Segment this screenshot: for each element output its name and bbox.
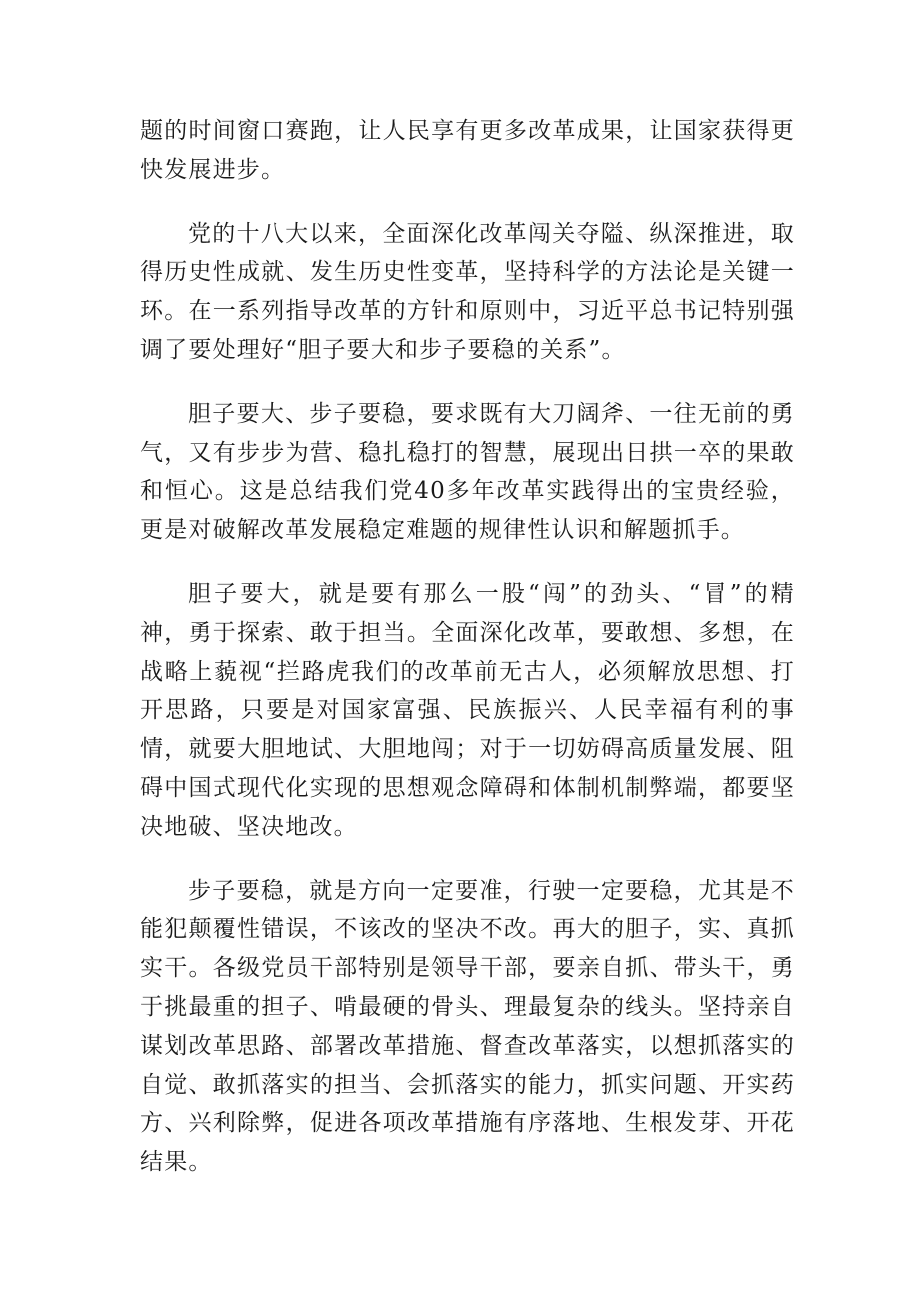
paragraph-4: 胆子要大，就是要有那么一股“闯”的劲头、“冒”的精神，勇于探索、敢于担当。全面深化改革，要敢想、多想，在战略上藐视“拦路虎我们的改革前无古人，必须解放思想、打开思路，只要是对国家富强、民族振兴、人民幸福有利的事情，就要大胆地试、大胆地闯；对于一切妨碍高质量发展、阻碍中国式现代化实现的思想观念障碍和体制机制弊端，都要坚决地破、坚决地改。: [140, 580, 795, 840]
document-page: [140, 112, 795, 1207]
paragraph-3: 胆子要大、步子要稳，要求既有大刀阔斧、一往无前的勇气，又有步步为营、稳扎稳打的智慧，展现出日拱一卒的果敢和恒心。这是总结我们党40多年改革实践得出的宝贵经验，更是对破解改革发展稳定难题的规律性认识和解题抓手。: [140, 400, 795, 544]
paragraph-1: 题的时间窗口赛跑，让人民享有更多改革成果，让国家获得更快发展进步。: [140, 118, 795, 183]
paragraph-5: 步子要稳，就是方向一定要准，行驶一定要稳，尤其是不能犯颠覆性错误，不该改的坚决不改。再大的胆子，实、真抓实干。各级党员干部特别是领导干部，要亲自抓、带头干，勇于挑最重的担子、啃最硬的骨头、理最复杂的线头。坚持亲自谋划改革思路、部署改革措施、督查改革落实，以想抓落实的自觉、敢抓落实的担当、会抓落实的能力，抓实问题、开实药方、兴利除弊，促进各项改革措施有序落地、生根发芽、开花结果。: [140, 877, 795, 1176]
paragraph-2: 党的十八大以来，全面深化改革闯关夺隘、纵深推进，取得历史性成就、发生历史性变革，坚持科学的方法论是关键一环。在一系列指导改革的方针和原则中，习近平总书记特别强调了要处理好“胆子要大和步子要稳的关系”。: [140, 220, 795, 363]
